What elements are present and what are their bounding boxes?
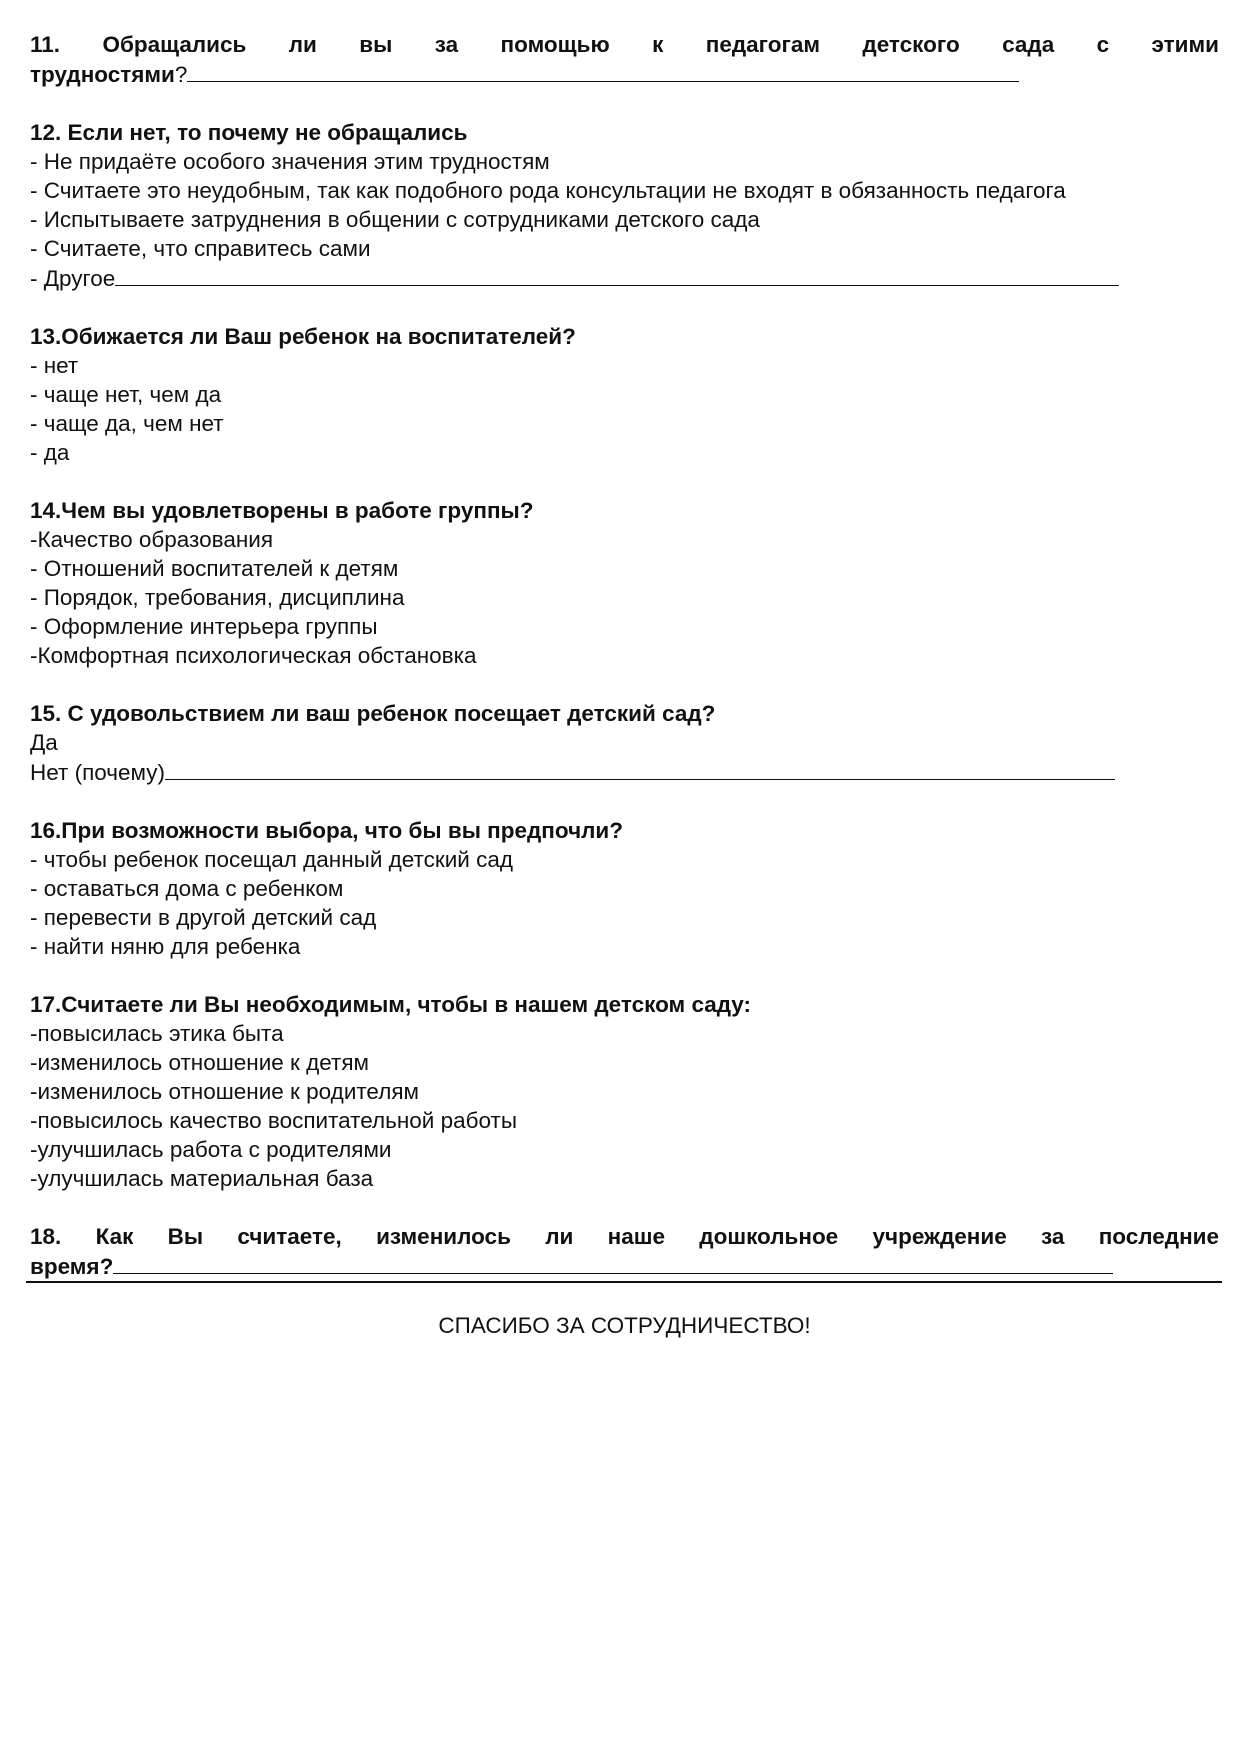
question-15 bbox=[30, 699, 1219, 787]
option: - Отношений воспитателей к детям bbox=[30, 556, 399, 581]
option: - оставаться дома с ребенком bbox=[30, 876, 344, 901]
option: - чаще нет, чем да bbox=[30, 382, 222, 407]
answer-blank-15-reason[interactable] bbox=[165, 757, 1115, 780]
question-13 bbox=[30, 322, 1219, 467]
option: - нет bbox=[30, 353, 79, 378]
option: - чаще да, чем нет bbox=[30, 411, 224, 436]
question-17-title: 17.Считаете ли Вы необходимым, чтобы в нашем детском саду: bbox=[30, 992, 752, 1017]
option: -повысилась этика быта bbox=[30, 1021, 284, 1046]
option: - чтобы ребенок посещал данный детский сад bbox=[30, 847, 513, 872]
option: - Считаете это неудобным, так как подобного рода консультации не входят в обязанность педагога bbox=[30, 178, 1066, 203]
question-11-title-bold: трудностями bbox=[30, 62, 175, 87]
question-11-title-line1: 11. Обращались ли вы за помощью к педагогам детского сада с этими bbox=[30, 32, 1219, 57]
question-13-title: 13.Обижается ли Ваш ребенок на воспитателей? bbox=[30, 324, 576, 349]
option: -повысилось качество воспитательной работы bbox=[30, 1108, 517, 1133]
questionnaire-page bbox=[30, 30, 1219, 1340]
question-11-title-line2 bbox=[30, 59, 1219, 89]
option: - да bbox=[30, 440, 70, 465]
closing-text: СПАСИБО ЗА СОТРУДНИЧЕСТВО! bbox=[438, 1313, 811, 1338]
question-17 bbox=[30, 990, 1219, 1193]
answer-blank-11[interactable] bbox=[187, 59, 1019, 82]
option: -изменилось отношение к детям bbox=[30, 1050, 370, 1075]
question-11 bbox=[30, 30, 1219, 89]
question-12 bbox=[30, 118, 1219, 293]
question-16-title: 16.При возможности выбора, что бы вы предпочли? bbox=[30, 818, 624, 843]
option-other bbox=[30, 263, 1219, 293]
question-15-title: 15. С удовольствием ли ваш ребенок посещает детский сад? bbox=[30, 701, 716, 726]
answer-blank-18[interactable] bbox=[113, 1251, 1113, 1274]
option: - Порядок, требования, дисциплина bbox=[30, 585, 405, 610]
divider-line bbox=[26, 1281, 1222, 1283]
option: -изменилось отношение к родителям bbox=[30, 1079, 419, 1104]
option-other-label: - Другое bbox=[30, 266, 116, 291]
question-18-title-word: время? bbox=[30, 1254, 114, 1279]
option: -улучшилась работа с родителями bbox=[30, 1137, 392, 1162]
option: -улучшилась материальная база bbox=[30, 1166, 374, 1191]
option-no-label: Нет (почему) bbox=[30, 760, 165, 785]
question-16 bbox=[30, 816, 1219, 961]
option: - Испытываете затруднения в общении с сотрудниками детского сада bbox=[30, 207, 760, 232]
option: - найти няню для ребенка bbox=[30, 934, 301, 959]
question-11-title-rest: ? bbox=[174, 62, 188, 87]
question-12-title: 12. Если нет, то почему не обращались bbox=[30, 120, 468, 145]
question-14 bbox=[30, 496, 1219, 670]
question-18-title-line2 bbox=[30, 1251, 1219, 1281]
option: -Качество образования bbox=[30, 527, 274, 552]
option: - перевести в другой детский сад bbox=[30, 905, 377, 930]
question-18-title-line1: 18. Как Вы считаете, изменилось ли наше дошкольное учреждение за последние bbox=[30, 1224, 1219, 1249]
option-no-reason bbox=[30, 757, 1219, 787]
option: -Комфортная психологическая обстановка bbox=[30, 643, 477, 668]
option: - Считаете, что справитесь сами bbox=[30, 236, 371, 261]
question-14-title: 14.Чем вы удовлетворены в работе группы? bbox=[30, 498, 534, 523]
option: - Не придаёте особого значения этим трудностям bbox=[30, 149, 550, 174]
answer-blank-12-other[interactable] bbox=[115, 263, 1119, 286]
question-18 bbox=[30, 1222, 1219, 1283]
option: - Оформление интерьера группы bbox=[30, 614, 378, 639]
option: Да bbox=[30, 730, 58, 755]
